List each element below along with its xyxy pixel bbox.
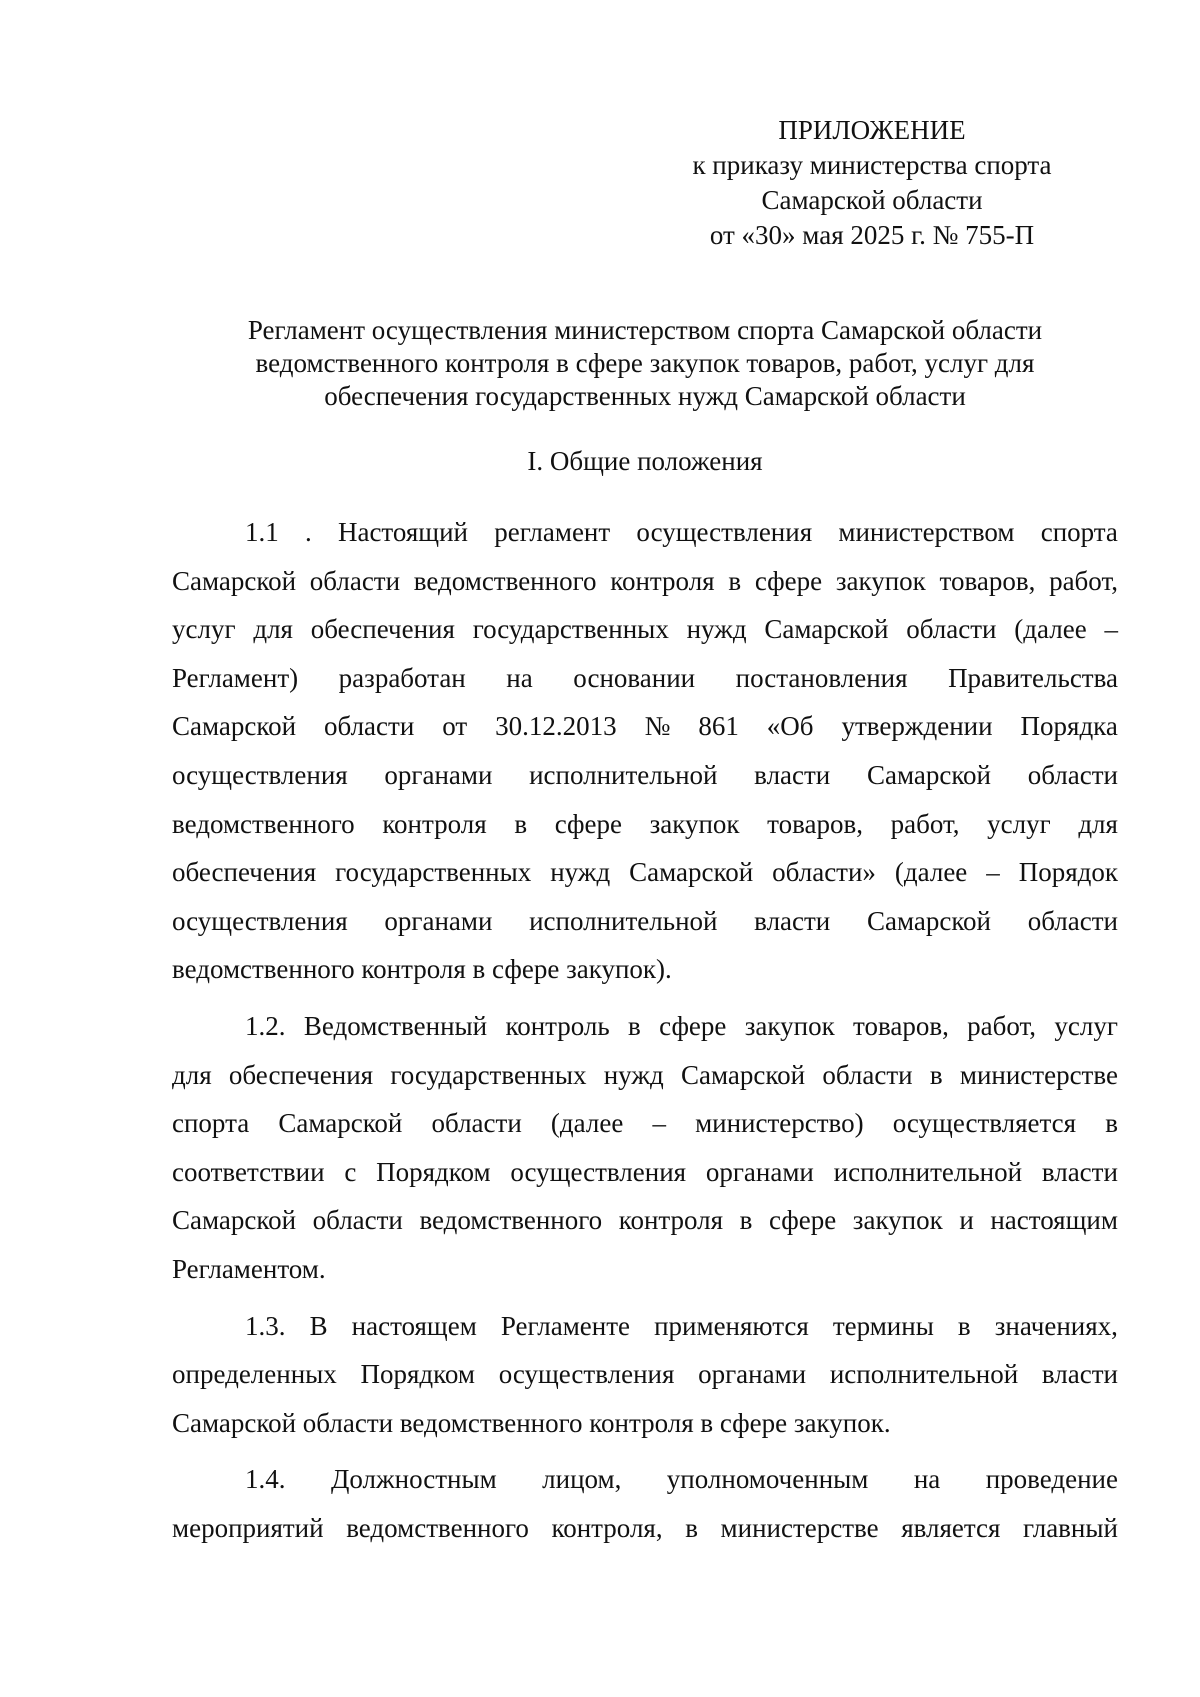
word: области — [431, 1108, 522, 1139]
paragraph-line — [172, 848, 1118, 897]
paragraph-line — [172, 654, 1118, 703]
word: органами — [698, 1359, 807, 1390]
word: услуг — [987, 808, 1051, 839]
word: проведение — [985, 1464, 1118, 1495]
word: министерством — [838, 517, 1015, 547]
word: ведомственного — [419, 1205, 603, 1236]
word: В — [309, 1310, 328, 1341]
word: Должностным — [330, 1464, 497, 1495]
word: нужд — [603, 1059, 664, 1090]
word: сфере — [754, 565, 823, 596]
word: контроля, — [551, 1512, 663, 1543]
word: работ, — [890, 808, 960, 839]
word: работ, — [967, 1010, 1037, 1041]
word: Самарской — [172, 565, 297, 596]
word: министерстве — [959, 1059, 1118, 1090]
word: для — [253, 614, 293, 645]
word: Регламент) — [172, 662, 299, 693]
word: № — [644, 711, 671, 742]
word: Регламенте — [500, 1310, 630, 1341]
word: главный — [1023, 1512, 1118, 1543]
word: для — [1078, 808, 1118, 839]
word: товаров, — [767, 808, 863, 839]
word: регламент — [494, 517, 611, 547]
word: Порядком — [376, 1156, 491, 1187]
word: лицом, — [542, 1464, 622, 1495]
title-line: ведомственного контроля в сфере закупок товаров, работ, услуг для — [255, 348, 1035, 378]
document-body — [172, 508, 1118, 1552]
word: 1.3. — [245, 1310, 286, 1341]
word: области — [324, 711, 415, 742]
word: министерство) — [695, 1108, 864, 1139]
word: услуг — [1054, 1010, 1118, 1041]
paragraph-line — [172, 1455, 1118, 1504]
word: в — [628, 1010, 641, 1041]
word: нужд — [550, 857, 611, 888]
word: контроля — [382, 808, 487, 839]
paragraph-2 — [172, 1002, 1118, 1294]
word: области» — [772, 857, 876, 888]
word: в — [514, 808, 528, 839]
title-line: Регламент осуществления министерством спорта Самарской области — [247, 315, 1043, 345]
word: значениях, — [994, 1310, 1118, 1341]
word: Самарской — [278, 1108, 403, 1139]
word: власти — [1041, 1359, 1118, 1390]
paragraph-line: ведомственного контроля в сфере закупок). — [172, 954, 672, 985]
word: – — [1104, 614, 1118, 645]
appendix-region-line: Самарской области — [761, 185, 983, 215]
word: осуществляется — [892, 1108, 1077, 1139]
word: области — [312, 1205, 403, 1236]
word: власти — [754, 905, 831, 936]
word: и — [959, 1205, 974, 1236]
word: в — [685, 1512, 698, 1543]
paragraph-line — [172, 1099, 1118, 1148]
word: Самарской — [629, 857, 754, 888]
word: термины — [832, 1310, 934, 1341]
word: обеспечения — [228, 1059, 374, 1090]
word: мероприятий — [172, 1512, 324, 1543]
word: 30.12.2013 — [495, 711, 617, 742]
word: области — [906, 614, 997, 645]
paragraph-line — [172, 897, 1118, 946]
word: 1.2. — [245, 1010, 286, 1041]
paragraph-4 — [172, 1455, 1118, 1552]
word: ведомственного — [172, 808, 355, 839]
word: Самарской — [866, 759, 992, 790]
word: ведомственного — [413, 565, 597, 596]
word: применяются — [654, 1310, 809, 1341]
word: области — [822, 1059, 913, 1090]
word: области — [1027, 759, 1118, 790]
word: осуществления — [172, 905, 348, 936]
word: государственных — [390, 1059, 587, 1090]
paragraph-line — [172, 1148, 1118, 1197]
paragraph-line — [172, 1196, 1118, 1245]
word: органами — [705, 1156, 814, 1187]
word: Самарской — [172, 1205, 297, 1236]
word: товаров, — [939, 565, 1036, 596]
word: исполнительной — [833, 1156, 1023, 1187]
word: Самарской — [172, 711, 297, 742]
word: в — [929, 1059, 943, 1090]
paragraph-3 — [172, 1302, 1118, 1448]
word: спорта — [1040, 517, 1118, 547]
paragraph-line — [172, 751, 1118, 800]
word: (далее — [1014, 614, 1087, 645]
word: Самарской — [764, 614, 889, 645]
word: области — [309, 565, 401, 596]
word: в — [957, 1310, 971, 1341]
word: исполнительной — [529, 905, 718, 936]
word: 1.4. — [245, 1464, 286, 1495]
paragraph-line — [172, 800, 1118, 849]
word: в — [739, 1205, 753, 1236]
word: ведомственного — [346, 1512, 529, 1543]
word: закупок — [744, 1010, 835, 1041]
word: спорта — [172, 1108, 250, 1139]
word: осуществления — [636, 517, 813, 547]
word: Настоящий — [337, 517, 468, 547]
word: основании — [573, 662, 696, 693]
word: определенных — [172, 1359, 337, 1390]
word: разработан — [338, 662, 466, 693]
word: закупок — [835, 565, 926, 596]
appendix-order-line: к приказу министерства спорта — [692, 150, 1052, 180]
word: государственных — [472, 614, 669, 645]
word: – — [652, 1108, 666, 1139]
paragraph-line — [172, 1051, 1118, 1100]
word: в — [728, 565, 742, 596]
word: уполномоченным — [666, 1464, 869, 1495]
word: органами — [384, 905, 493, 936]
word: обеспечения — [310, 614, 455, 645]
word: Самарской — [681, 1059, 806, 1090]
title-line: обеспечения государственных нужд Самарской области — [324, 381, 966, 411]
word: работ, — [1049, 565, 1118, 596]
word: сфере — [659, 1010, 727, 1041]
paragraph-line — [172, 702, 1118, 751]
word: сфере — [768, 1205, 837, 1236]
word: настоящем — [351, 1310, 477, 1341]
word: на — [506, 662, 533, 693]
appendix-heading: ПРИЛОЖЕНИЕ — [778, 115, 966, 145]
word: закупок — [649, 808, 740, 839]
word: государственных — [335, 857, 532, 888]
word: Ведомственный — [303, 1010, 488, 1041]
word: постановления — [735, 662, 908, 693]
word: закупок — [852, 1205, 943, 1236]
word: Порядком — [360, 1359, 475, 1390]
word: товаров, — [853, 1010, 949, 1041]
paragraph-1 — [172, 508, 1118, 994]
word: исполнительной — [529, 759, 718, 790]
paragraph-line — [172, 557, 1118, 606]
word: утверждении — [841, 711, 993, 742]
word: министерстве — [720, 1512, 879, 1543]
paragraph-line: Регламентом. — [172, 1253, 326, 1284]
word: в — [1105, 1108, 1118, 1139]
word: соответствии — [172, 1156, 325, 1187]
word: органами — [384, 759, 493, 790]
word: от — [442, 711, 468, 742]
word: с — [344, 1156, 357, 1187]
appendix-date-number-line: от «30» мая 2025 г. № 755-П — [709, 220, 1035, 250]
section-heading: I. Общие положения — [527, 446, 763, 476]
word: Самарской — [866, 905, 992, 936]
word: 861 — [698, 711, 739, 742]
word: является — [901, 1512, 1001, 1543]
document-title — [172, 314, 1118, 413]
paragraph-line — [172, 1302, 1118, 1351]
word: 1.1 — [245, 517, 279, 547]
word: контроля — [618, 1205, 724, 1236]
word: власти — [754, 759, 831, 790]
appendix-block — [672, 113, 1072, 253]
paragraph-line: Самарской области ведомственного контроля в сфере закупок. — [172, 1407, 891, 1438]
word: услуг — [172, 614, 236, 645]
paragraph-line — [172, 1350, 1118, 1399]
word: области — [1027, 905, 1118, 936]
word: власти — [1041, 1156, 1118, 1187]
word: осуществления — [172, 759, 348, 790]
word: Порядок — [1018, 857, 1118, 888]
word: (далее — [550, 1108, 624, 1139]
word: Порядка — [1020, 711, 1118, 742]
word: Правительства — [948, 662, 1118, 693]
word: обеспечения — [172, 857, 317, 888]
word: для — [172, 1059, 212, 1090]
word: настоящим — [990, 1205, 1118, 1236]
word: контроль — [505, 1010, 610, 1041]
paragraph-line — [172, 605, 1118, 654]
word: осуществления — [498, 1359, 675, 1390]
word: . — [304, 517, 312, 547]
word: «Об — [766, 711, 814, 742]
paragraph-line — [172, 508, 1118, 557]
word: на — [913, 1464, 941, 1495]
word: – — [986, 857, 1000, 888]
word: контроля — [610, 565, 715, 596]
paragraph-line — [172, 1002, 1118, 1051]
word: сфере — [554, 808, 622, 839]
paragraph-line — [172, 1504, 1118, 1553]
word: нужд — [686, 614, 747, 645]
word: исполнительной — [829, 1359, 1019, 1390]
word: осуществления — [510, 1156, 687, 1187]
word: (далее — [894, 857, 968, 888]
